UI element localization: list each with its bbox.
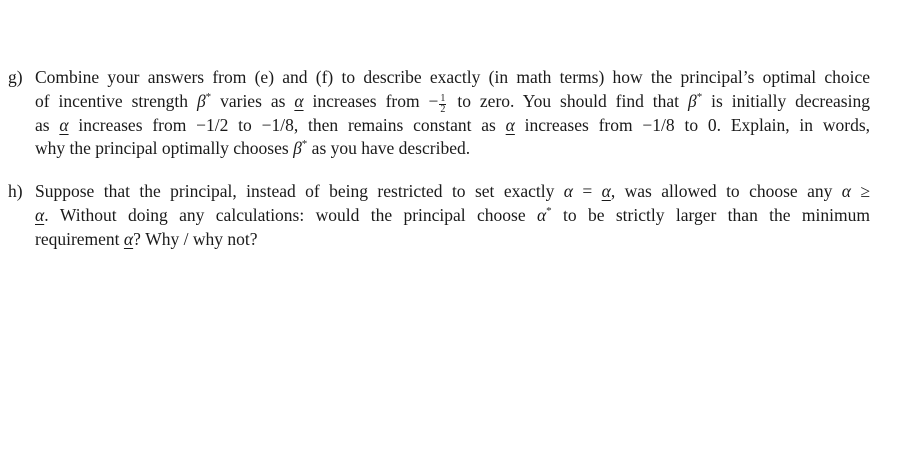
alpha-underline-symbol: α	[59, 114, 69, 135]
problem-h-text: requirement	[35, 228, 124, 249]
alpha-underline-symbol: α	[123, 228, 134, 249]
problem-h-text: =	[572, 181, 602, 201]
problem-g-text: why the principal optimally chooses	[35, 138, 294, 159]
problem-g	[8, 66, 870, 161]
problem-h-line-2	[35, 204, 870, 228]
problem-g-text: increases from −	[303, 90, 439, 111]
problem-g-text: Combine your answers from (e) and (f) to describe exactly (in math terms) how the principal’s optimal choice	[35, 67, 870, 87]
beta-symbol: β	[687, 90, 697, 111]
alpha-symbol: α	[536, 204, 547, 225]
problem-g-text: varies as	[211, 90, 295, 111]
problem-h-text: Suppose that the principal, instead of being restricted to set exactly	[35, 181, 564, 201]
beta-symbol: β	[293, 138, 302, 159]
problem-h-marker: h)	[8, 181, 23, 201]
problem-g-text: increases from −1/2 to −1/8, then remains constant as	[68, 114, 506, 135]
problem-g-text: as	[35, 114, 60, 135]
problem-h	[8, 180, 870, 251]
problem-h-line-3	[35, 228, 870, 252]
problem-g-line-4	[35, 137, 870, 161]
problem-h-text: ≥	[850, 181, 871, 201]
problem-h-text: ? Why / why not?	[133, 228, 258, 249]
problem-g-text: of incentive strength	[35, 90, 197, 111]
fraction-numerator: 1	[440, 92, 446, 104]
beta-symbol: β	[196, 90, 206, 111]
problem-g-text: is initially decreasing	[702, 90, 870, 111]
alpha-symbol: α	[563, 181, 573, 201]
fraction-one-half	[439, 94, 446, 115]
alpha-underline-symbol: α	[35, 204, 45, 225]
problem-g-marker: g)	[8, 67, 23, 87]
alpha-underline-symbol: α	[294, 90, 304, 111]
problem-g-text: to zero. You should find that	[448, 90, 688, 111]
star-superscript: *	[301, 138, 308, 151]
problem-g-line-3	[35, 114, 870, 138]
problem-h-text: , was allowed to choose any	[610, 181, 842, 201]
problem-h-text: . Without doing any calculations: would the principal choose	[44, 204, 537, 225]
alpha-symbol: α	[841, 181, 851, 201]
star-superscript: *	[696, 90, 703, 103]
problem-h-line-1	[35, 180, 870, 204]
problem-g-text: as you have described.	[307, 138, 471, 159]
star-superscript: *	[546, 204, 552, 217]
problem-g-line-1	[35, 66, 870, 90]
problem-g-text: increases from −1/8 to 0. Explain, in words,	[514, 114, 870, 135]
star-superscript: *	[205, 90, 212, 103]
problem-g-line-2	[35, 90, 870, 114]
fraction-denominator: 2	[440, 103, 446, 115]
problem-h-text: to be strictly larger than the minimum	[551, 204, 870, 225]
alpha-underline-symbol: α	[601, 181, 611, 201]
alpha-underline-symbol: α	[505, 114, 515, 135]
